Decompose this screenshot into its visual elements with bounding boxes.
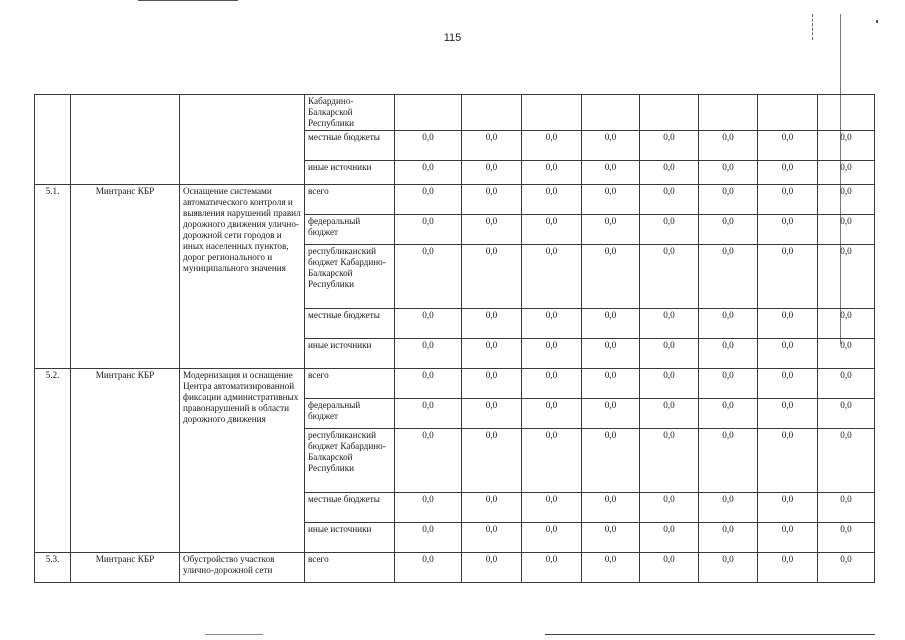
value-cell: 0,0 [699,245,758,309]
value-cell: 0,0 [395,309,462,339]
funding-source: иные источники [305,161,395,185]
value-cell: 0,0 [699,523,758,553]
value-cell: 0,0 [582,185,640,215]
value-cell: 0,0 [758,339,818,369]
value-cell: 0,0 [582,245,640,309]
value-cell: 0,0 [522,429,582,493]
value-cell: 0,0 [758,245,818,309]
value-cell: 0,0 [640,493,699,523]
page-number: 115 [443,32,462,44]
value-cell: 0,0 [582,429,640,493]
value-cell: 0,0 [818,245,875,309]
value-cell: 0,0 [640,523,699,553]
value-cell: 0,0 [462,429,522,493]
value-cell: 0,0 [640,245,699,309]
item-activity: Модернизация и оснащение Центра автоматизированной фиксации административных правонарушений в области дорожного движения [180,369,305,553]
funding-source: иные источники [305,339,395,369]
value-cell [818,95,875,131]
value-cell: 0,0 [640,215,699,245]
value-cell: 0,0 [462,553,522,583]
value-cell: 0,0 [640,553,699,583]
value-cell: 0,0 [582,161,640,185]
value-cell: 0,0 [462,185,522,215]
value-cell: 0,0 [522,215,582,245]
value-cell: 0,0 [582,493,640,523]
value-cell: 0,0 [395,339,462,369]
value-cell: 0,0 [640,339,699,369]
value-cell: 0,0 [395,399,462,429]
value-cell: 0,0 [699,185,758,215]
item-executor: Минтранс КБР [71,369,180,553]
item-number: 5.1. [35,185,71,369]
value-cell [395,95,462,131]
value-cell: 0,0 [699,553,758,583]
value-cell: 0,0 [395,161,462,185]
table-row [35,369,875,399]
cont-number-cell [35,95,71,185]
cont-activity-cell [180,95,305,185]
funding-source: федеральный бюджет [305,215,395,245]
value-cell: 0,0 [818,339,875,369]
funding-source: местные бюджеты [305,309,395,339]
scan-dot [876,20,878,23]
value-cell: 0,0 [582,339,640,369]
funding-source: Кабардино-Балкарской Республики [305,95,395,131]
item-activity: Оснащение системами автоматического контроля и выявления нарушений правил дорожного движения улично-дорожной сети городов и иных населенных пунктов, дорог регионального и муниципального значения [180,185,305,369]
value-cell: 0,0 [818,309,875,339]
table-row [35,553,875,583]
value-cell: 0,0 [522,369,582,399]
value-cell: 0,0 [758,429,818,493]
value-cell: 0,0 [522,399,582,429]
value-cell: 0,0 [582,523,640,553]
value-cell: 0,0 [462,339,522,369]
value-cell: 0,0 [640,185,699,215]
value-cell: 0,0 [395,493,462,523]
budget-table [34,94,875,583]
value-cell: 0,0 [818,493,875,523]
value-cell: 0,0 [395,523,462,553]
funding-source: местные бюджеты [305,131,395,161]
value-cell: 0,0 [462,369,522,399]
value-cell: 0,0 [582,215,640,245]
value-cell: 0,0 [758,131,818,161]
value-cell: 0,0 [462,245,522,309]
funding-source: местные бюджеты [305,493,395,523]
funding-source: иные источники [305,523,395,553]
value-cell: 0,0 [758,215,818,245]
value-cell: 0,0 [522,185,582,215]
value-cell: 0,0 [640,131,699,161]
value-cell: 0,0 [699,429,758,493]
value-cell: 0,0 [640,161,699,185]
value-cell: 0,0 [758,493,818,523]
value-cell: 0,0 [522,131,582,161]
value-cell: 0,0 [462,399,522,429]
value-cell: 0,0 [582,309,640,339]
value-cell: 0,0 [758,161,818,185]
value-cell: 0,0 [818,523,875,553]
value-cell: 0,0 [395,553,462,583]
value-cell: 0,0 [522,523,582,553]
value-cell: 0,0 [818,185,875,215]
value-cell: 0,0 [699,161,758,185]
scan-mark-top [138,0,238,1]
value-cell: 0,0 [699,309,758,339]
value-cell: 0,0 [462,309,522,339]
table-row [35,185,875,215]
value-cell [582,95,640,131]
funding-source: всего [305,553,395,583]
value-cell [462,95,522,131]
value-cell: 0,0 [522,493,582,523]
value-cell: 0,0 [462,493,522,523]
value-cell: 0,0 [758,185,818,215]
value-cell [522,95,582,131]
scan-mark-bottom-right [545,634,875,635]
value-cell: 0,0 [395,245,462,309]
value-cell: 0,0 [699,493,758,523]
value-cell [640,95,699,131]
value-cell: 0,0 [758,309,818,339]
item-activity: Обустройство участков улично-дорожной сети [180,553,305,583]
value-cell: 0,0 [818,429,875,493]
value-cell: 0,0 [582,369,640,399]
item-executor: Минтранс КБР [71,185,180,369]
fold-line-1 [812,14,813,40]
value-cell: 0,0 [395,215,462,245]
item-number: 5.2. [35,369,71,553]
cont-executor-cell [71,95,180,185]
value-cell: 0,0 [640,429,699,493]
value-cell [699,95,758,131]
value-cell: 0,0 [582,553,640,583]
value-cell: 0,0 [582,399,640,429]
funding-source: всего [305,369,395,399]
value-cell: 0,0 [818,215,875,245]
value-cell: 0,0 [758,399,818,429]
value-cell: 0,0 [462,161,522,185]
value-cell: 0,0 [699,339,758,369]
value-cell: 0,0 [462,215,522,245]
value-cell: 0,0 [522,245,582,309]
value-cell: 0,0 [758,369,818,399]
funding-source: республиканский бюджет Кабардино-Балкарской Республики [305,429,395,493]
value-cell: 0,0 [640,369,699,399]
value-cell [758,95,818,131]
value-cell: 0,0 [395,429,462,493]
value-cell: 0,0 [818,553,875,583]
scan-mark-bottom-left [205,634,263,635]
funding-source: республиканский бюджет Кабардино-Балкарской Республики [305,245,395,309]
table-row [35,95,875,131]
value-cell: 0,0 [699,399,758,429]
value-cell: 0,0 [582,131,640,161]
value-cell: 0,0 [818,369,875,399]
value-cell: 0,0 [699,369,758,399]
value-cell: 0,0 [640,309,699,339]
value-cell: 0,0 [699,215,758,245]
value-cell: 0,0 [640,399,699,429]
funding-source: всего [305,185,395,215]
item-executor: Минтранс КБР [71,553,180,583]
value-cell: 0,0 [818,399,875,429]
value-cell: 0,0 [758,553,818,583]
value-cell: 0,0 [395,185,462,215]
value-cell: 0,0 [462,523,522,553]
value-cell: 0,0 [758,523,818,553]
value-cell: 0,0 [522,339,582,369]
value-cell: 0,0 [395,131,462,161]
value-cell: 0,0 [699,131,758,161]
value-cell: 0,0 [818,161,875,185]
item-number: 5.3. [35,553,71,583]
value-cell: 0,0 [395,369,462,399]
value-cell: 0,0 [462,131,522,161]
value-cell: 0,0 [522,553,582,583]
funding-source: федеральный бюджет [305,399,395,429]
value-cell: 0,0 [522,161,582,185]
value-cell: 0,0 [818,131,875,161]
value-cell: 0,0 [522,309,582,339]
